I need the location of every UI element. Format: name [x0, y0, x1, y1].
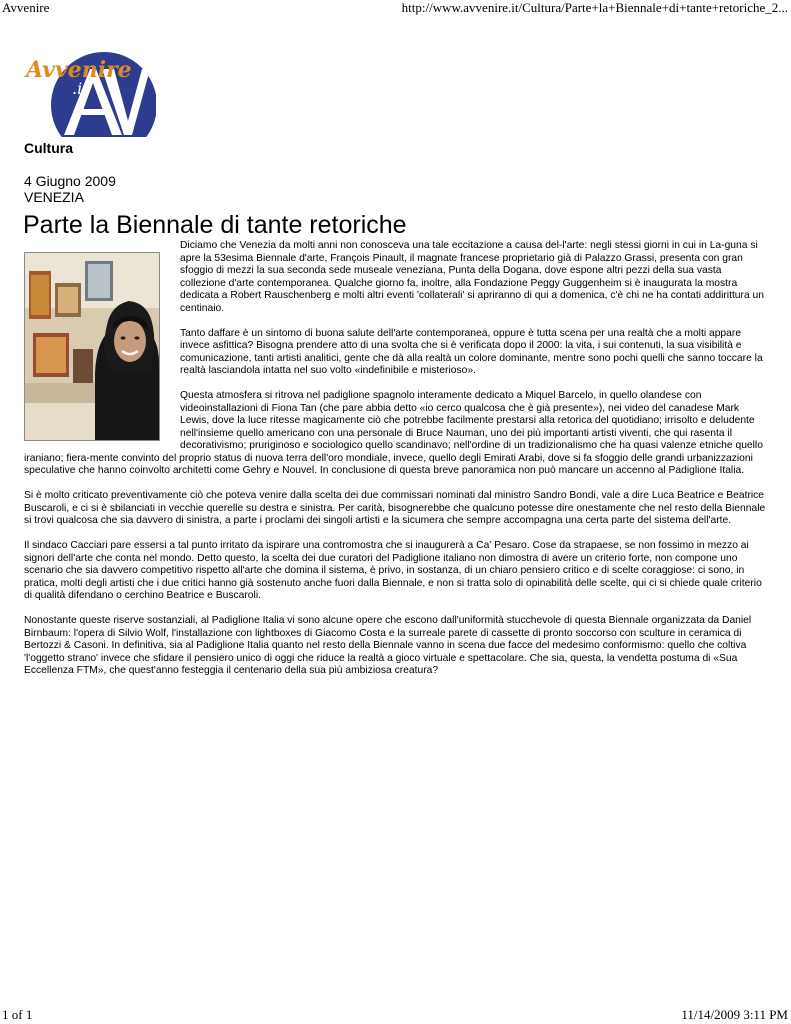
article-body	[24, 240, 767, 690]
logo-wordmark: Avvenire	[26, 57, 132, 83]
article-paragraph: Tanto daffare è un sintomo di buona salute dell'arte contemporanea, oppure è tutta scena per una realtà che a molti appare invece asfittica? Bisogna prendere atto di una svolta che si è verificata dopo il 2000: la vita, i sui contenuti, la sua visibilità e comunicazione, tanti artisti analitici, gente che dà alla realtà un colore dominante, mentre sono pochi quelli che sanno toccare la realtà lasciandola intatta nel suo volto «indefinibile e misterioso».	[180, 327, 763, 376]
article-paragraph: Nonostante queste riserve sostanziali, al Padiglione Italia vi sono alcune opere che escono dall'uniformità stucchevole di questa Biennale organizzata da Daniel Birnbaum: l'opera di Silvio Wolf, l'installazione con lightboxes di Giacomo Costa e la surreale parete di cassette di pronto soccorso con sculture in ceramica di Bertozzi & Casoni. In definitiva, sia al Padiglione Italia quanto nel resto della Biennale vanno in scena due facce del medesimo conformismo: quello che coltiva 'l'oggetto strano' invece che sfidare il pensiero unico di oggi che riduce la realtà a gioco virtuale e spettacolare. Che sia, questa, la vendetta postuma di «Sua Eccellenza FTM», che quest'anno festeggia il centenario della sua più ambiziosa creatura?	[24, 615, 752, 676]
article-place: VENEZIA	[24, 189, 84, 205]
article-date: 4 Giugno 2009	[24, 173, 116, 189]
logo-suffix: .it	[72, 79, 89, 98]
avvenire-logo[interactable]	[24, 47, 156, 137]
browser-page-url[interactable]: http://www.avvenire.it/Cultura/Parte+la+Biennale+di+tante+retoriche_2...	[401, 0, 788, 15]
dateline	[24, 173, 116, 205]
article-headline: Parte la Biennale di tante retoriche	[23, 211, 407, 239]
section-label: Cultura	[24, 140, 73, 156]
print-timestamp: 11/14/2009 3:11 PM	[681, 1007, 788, 1022]
article-paragraph: Questa atmosfera si ritrova nel padiglione spagnolo interamente dedicato a Miquel Barcelo, in quello olandese con videoinstallazioni di Fiona Tan (che pare abbia detto «io cerco qualcosa che è già presente»), nei video del canadese Mark Lewis, dove la luce ritesse magicamente ciò che potrebbe facilmente prestarsi alla retorica del quotidiano; irrisolto e deludente nell'insieme quello americano con una personale di Bruce Nauman, uno dei più importanti artisti viventi, che qui rasenta il decorativismo; pruriginoso e sociologico quello scandinavo; nell'ordine di un tradizionalismo che ha quasi valenze etniche quello iraniano; fiera-mente convinto del proprio status di nuova terra dell'oro mondiale, invece, quello degli Emirati Arabi, dove si fa sfoggio delle grandi urbanizzazioni speculative che hanno coinvolto architetti come Gehry e Nouvel. In conclusione di questa breve panoramica non può mancare un accenno al Padiglione Italia.	[24, 390, 763, 476]
browser-page-title: Avvenire	[2, 0, 50, 15]
article-paragraph: Si è molto criticato preventivamente ciò che poteva venire dalla scelta dei due commissari nominati dal ministro Sandro Bondi, vale a dire Luca Beatrice e Beatrice Buscaroli, e ci si è sbilanciati in vecchie querelle su destra e sinistra. Per carità, bisognerebbe che qualcuno potesse dire onestamente che nel resto della Biennale si trovi qualcosa che sia davvero di sinistra, a parte i proclami dei singoli artisti e la sicumera che sempre accompagna una certa parte del sistema dell'arte.	[24, 490, 766, 526]
article-photo	[24, 252, 160, 441]
article-paragraph: Diciamo che Venezia da molti anni non conosceva una tale eccitazione a causa del-l'arte: negli stessi giorni in cui in La-guna si apre la 53esima Biennale d'arte, François Pinault, il magnate francese proprietario già di Palazzo Grassi, presenta con gran sfoggio di mezzi la sua seconda sede museale veneziana, Punta della Dogana, dove espone altri pezzi della sua vasta collezione d'arte contemporanea. Qualche giorno fa, inoltre, alla Fondazione Peggy Guggenheim si è inaugurata la mostra dedicata a Robert Rauschenberg e molti altri eventi 'collaterali' si apriranno di qui a domenica, c'è chi ne ha contati addirittura un centinaio.	[180, 240, 764, 314]
page-count: 1 of 1	[2, 1007, 33, 1022]
article-paragraph: Il sindaco Cacciari pare essersi a tal punto irritato da ispirare una contromostra che si inaugurerà a Ca' Pesaro. Cose da strapaese, se non fossimo in mezzo ai signori dell'arte che conta nel mondo. Detto questo, la scelta dei due curatori del Padiglione italiano non dimostra di avere un criterio forte, non compone uno scenario che sia davvero competitivo rispetto all'arte che domina il sistema, è privo, in sostanza, di un chiaro pensiero critico e di scelte coraggiose: ci sono, in pratica, molti degli artisti che i due critici hanno già sostenuto anche fuori dalla Biennale, e non si tratta solo di opinabilità delle scelte, qui ci si chiede quale criterio di qualità difendano o cerchino Beatrice e Buscaroli.	[24, 540, 762, 601]
